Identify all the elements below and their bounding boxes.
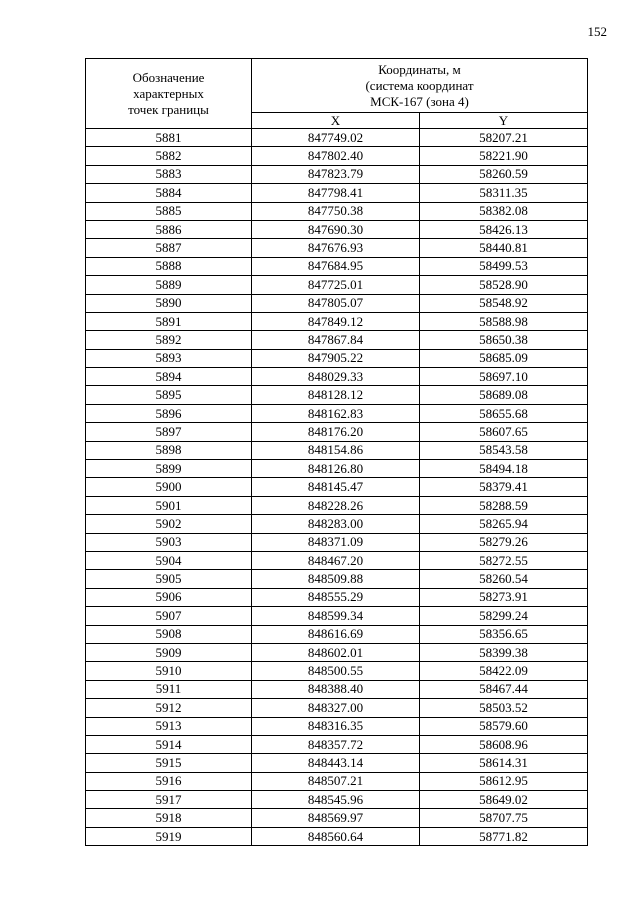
y-coordinate-cell: 58265.94 bbox=[420, 515, 588, 533]
y-coordinate-cell: 58311.35 bbox=[420, 184, 588, 202]
y-coordinate-cell: 58272.55 bbox=[420, 551, 588, 569]
point-number-cell: 5919 bbox=[86, 827, 252, 845]
point-number-cell: 5904 bbox=[86, 551, 252, 569]
y-coordinate-cell: 58379.41 bbox=[420, 478, 588, 496]
table-row bbox=[86, 551, 588, 569]
y-coordinate-cell: 58697.10 bbox=[420, 368, 588, 386]
table-row bbox=[86, 791, 588, 809]
x-coordinate-cell: 848599.34 bbox=[252, 607, 420, 625]
table-row bbox=[86, 478, 588, 496]
point-number-cell: 5901 bbox=[86, 496, 252, 514]
x-coordinate-cell: 848162.83 bbox=[252, 404, 420, 422]
table-row bbox=[86, 588, 588, 606]
x-coordinate-cell: 847749.02 bbox=[252, 129, 420, 147]
table-row bbox=[86, 717, 588, 735]
y-coordinate-cell: 58356.65 bbox=[420, 625, 588, 643]
page-number: 152 bbox=[587, 24, 607, 39]
table-row bbox=[86, 239, 588, 257]
y-coordinate-cell: 58528.90 bbox=[420, 276, 588, 294]
y-coordinate-cell: 58440.81 bbox=[420, 239, 588, 257]
y-column-header: Y bbox=[420, 113, 588, 129]
x-coordinate-cell: 848443.14 bbox=[252, 754, 420, 772]
x-coordinate-cell: 848126.80 bbox=[252, 460, 420, 478]
y-coordinate-cell: 58685.09 bbox=[420, 349, 588, 367]
table-row bbox=[86, 809, 588, 827]
table-row bbox=[86, 423, 588, 441]
table-row bbox=[86, 331, 588, 349]
point-number-cell: 5915 bbox=[86, 754, 252, 772]
y-coordinate-cell: 58422.09 bbox=[420, 662, 588, 680]
x-coordinate-cell: 847867.84 bbox=[252, 331, 420, 349]
x-coordinate-cell: 848500.55 bbox=[252, 662, 420, 680]
point-number-cell: 5881 bbox=[86, 129, 252, 147]
y-coordinate-cell: 58399.38 bbox=[420, 643, 588, 661]
point-number-cell: 5905 bbox=[86, 570, 252, 588]
point-number-cell: 5902 bbox=[86, 515, 252, 533]
point-number-cell: 5917 bbox=[86, 791, 252, 809]
point-designation-header: Обозначение характерных точек границы bbox=[86, 59, 252, 129]
y-coordinate-cell: 58771.82 bbox=[420, 827, 588, 845]
x-coordinate-cell: 848029.33 bbox=[252, 368, 420, 386]
table-row bbox=[86, 735, 588, 753]
table-row bbox=[86, 607, 588, 625]
x-coordinate-cell: 848545.96 bbox=[252, 791, 420, 809]
point-number-cell: 5883 bbox=[86, 165, 252, 183]
x-coordinate-cell: 847805.07 bbox=[252, 294, 420, 312]
y-coordinate-cell: 58579.60 bbox=[420, 717, 588, 735]
point-number-cell: 5888 bbox=[86, 257, 252, 275]
table-row bbox=[86, 699, 588, 717]
point-number-cell: 5913 bbox=[86, 717, 252, 735]
y-coordinate-cell: 58426.13 bbox=[420, 220, 588, 238]
point-number-cell: 5890 bbox=[86, 294, 252, 312]
point-number-cell: 5908 bbox=[86, 625, 252, 643]
y-coordinate-cell: 58207.21 bbox=[420, 129, 588, 147]
point-number-cell: 5914 bbox=[86, 735, 252, 753]
point-number-cell: 5895 bbox=[86, 386, 252, 404]
x-coordinate-cell: 848509.88 bbox=[252, 570, 420, 588]
point-number-cell: 5907 bbox=[86, 607, 252, 625]
table-row bbox=[86, 404, 588, 422]
x-coordinate-cell: 847725.01 bbox=[252, 276, 420, 294]
x-coordinate-cell: 848388.40 bbox=[252, 680, 420, 698]
point-number-cell: 5918 bbox=[86, 809, 252, 827]
y-coordinate-cell: 58612.95 bbox=[420, 772, 588, 790]
y-coordinate-cell: 58260.59 bbox=[420, 165, 588, 183]
table-row bbox=[86, 349, 588, 367]
x-coordinate-cell: 847798.41 bbox=[252, 184, 420, 202]
table-row bbox=[86, 368, 588, 386]
x-coordinate-cell: 848555.29 bbox=[252, 588, 420, 606]
point-number-cell: 5912 bbox=[86, 699, 252, 717]
table-row bbox=[86, 184, 588, 202]
coordinates-table bbox=[85, 58, 588, 846]
x-coordinate-cell: 848616.69 bbox=[252, 625, 420, 643]
y-coordinate-cell: 58499.53 bbox=[420, 257, 588, 275]
point-number-cell: 5887 bbox=[86, 239, 252, 257]
point-number-cell: 5903 bbox=[86, 533, 252, 551]
x-coordinate-cell: 848316.35 bbox=[252, 717, 420, 735]
table-row bbox=[86, 827, 588, 845]
x-coordinate-cell: 848507.21 bbox=[252, 772, 420, 790]
point-number-cell: 5892 bbox=[86, 331, 252, 349]
y-coordinate-cell: 58548.92 bbox=[420, 294, 588, 312]
x-coordinate-cell: 848228.26 bbox=[252, 496, 420, 514]
point-number-cell: 5909 bbox=[86, 643, 252, 661]
table-row bbox=[86, 129, 588, 147]
point-number-cell: 5906 bbox=[86, 588, 252, 606]
y-coordinate-cell: 58503.52 bbox=[420, 699, 588, 717]
point-number-cell: 5884 bbox=[86, 184, 252, 202]
y-coordinate-cell: 58279.26 bbox=[420, 533, 588, 551]
y-coordinate-cell: 58608.96 bbox=[420, 735, 588, 753]
y-coordinate-cell: 58543.58 bbox=[420, 441, 588, 459]
x-coordinate-cell: 848371.09 bbox=[252, 533, 420, 551]
table-row bbox=[86, 625, 588, 643]
point-number-cell: 5882 bbox=[86, 147, 252, 165]
x-coordinate-cell: 848569.97 bbox=[252, 809, 420, 827]
point-number-cell: 5916 bbox=[86, 772, 252, 790]
y-coordinate-cell: 58614.31 bbox=[420, 754, 588, 772]
point-number-cell: 5885 bbox=[86, 202, 252, 220]
y-coordinate-cell: 58288.59 bbox=[420, 496, 588, 514]
x-coordinate-cell: 848145.47 bbox=[252, 478, 420, 496]
point-number-cell: 5898 bbox=[86, 441, 252, 459]
y-coordinate-cell: 58299.24 bbox=[420, 607, 588, 625]
x-coordinate-cell: 847849.12 bbox=[252, 312, 420, 330]
point-number-cell: 5900 bbox=[86, 478, 252, 496]
point-number-cell: 5899 bbox=[86, 460, 252, 478]
table-row bbox=[86, 276, 588, 294]
table-row bbox=[86, 165, 588, 183]
table-row bbox=[86, 202, 588, 220]
x-coordinate-cell: 848154.86 bbox=[252, 441, 420, 459]
y-coordinate-cell: 58494.18 bbox=[420, 460, 588, 478]
point-number-cell: 5897 bbox=[86, 423, 252, 441]
table-row bbox=[86, 220, 588, 238]
point-number-cell: 5894 bbox=[86, 368, 252, 386]
table-row bbox=[86, 754, 588, 772]
table-row bbox=[86, 496, 588, 514]
table-row bbox=[86, 386, 588, 404]
point-number-cell: 5889 bbox=[86, 276, 252, 294]
point-number-cell: 5886 bbox=[86, 220, 252, 238]
x-coordinate-cell: 848357.72 bbox=[252, 735, 420, 753]
table-row bbox=[86, 312, 588, 330]
x-coordinate-cell: 847676.93 bbox=[252, 239, 420, 257]
x-coordinate-cell: 848560.64 bbox=[252, 827, 420, 845]
y-coordinate-cell: 58689.08 bbox=[420, 386, 588, 404]
table-row bbox=[86, 460, 588, 478]
table-row bbox=[86, 533, 588, 551]
x-coordinate-cell: 847802.40 bbox=[252, 147, 420, 165]
y-coordinate-cell: 58707.75 bbox=[420, 809, 588, 827]
point-number-cell: 5910 bbox=[86, 662, 252, 680]
x-coordinate-cell: 847823.79 bbox=[252, 165, 420, 183]
x-coordinate-cell: 848327.00 bbox=[252, 699, 420, 717]
table-row bbox=[86, 294, 588, 312]
point-number-cell: 5893 bbox=[86, 349, 252, 367]
y-coordinate-cell: 58273.91 bbox=[420, 588, 588, 606]
x-coordinate-cell: 848467.20 bbox=[252, 551, 420, 569]
point-number-cell: 5896 bbox=[86, 404, 252, 422]
x-coordinate-cell: 847750.38 bbox=[252, 202, 420, 220]
coordinates-table-body bbox=[86, 129, 588, 846]
x-column-header: X bbox=[252, 113, 420, 129]
table-row bbox=[86, 257, 588, 275]
point-number-cell: 5891 bbox=[86, 312, 252, 330]
table-row bbox=[86, 515, 588, 533]
table-row bbox=[86, 643, 588, 661]
y-coordinate-cell: 58650.38 bbox=[420, 331, 588, 349]
y-coordinate-cell: 58260.54 bbox=[420, 570, 588, 588]
x-coordinate-cell: 848283.00 bbox=[252, 515, 420, 533]
x-coordinate-cell: 847905.22 bbox=[252, 349, 420, 367]
y-coordinate-cell: 58467.44 bbox=[420, 680, 588, 698]
y-coordinate-cell: 58588.98 bbox=[420, 312, 588, 330]
coordinates-header: Координаты, м (система координат МСК-167 (зона 4) bbox=[252, 59, 588, 113]
y-coordinate-cell: 58649.02 bbox=[420, 791, 588, 809]
x-coordinate-cell: 847684.95 bbox=[252, 257, 420, 275]
y-coordinate-cell: 58607.65 bbox=[420, 423, 588, 441]
y-coordinate-cell: 58382.08 bbox=[420, 202, 588, 220]
table-row bbox=[86, 570, 588, 588]
x-coordinate-cell: 848602.01 bbox=[252, 643, 420, 661]
y-coordinate-cell: 58655.68 bbox=[420, 404, 588, 422]
table-row bbox=[86, 441, 588, 459]
x-coordinate-cell: 848176.20 bbox=[252, 423, 420, 441]
y-coordinate-cell: 58221.90 bbox=[420, 147, 588, 165]
point-number-cell: 5911 bbox=[86, 680, 252, 698]
table-row bbox=[86, 662, 588, 680]
table-row bbox=[86, 772, 588, 790]
x-coordinate-cell: 847690.30 bbox=[252, 220, 420, 238]
x-coordinate-cell: 848128.12 bbox=[252, 386, 420, 404]
table-row bbox=[86, 680, 588, 698]
table-row bbox=[86, 147, 588, 165]
